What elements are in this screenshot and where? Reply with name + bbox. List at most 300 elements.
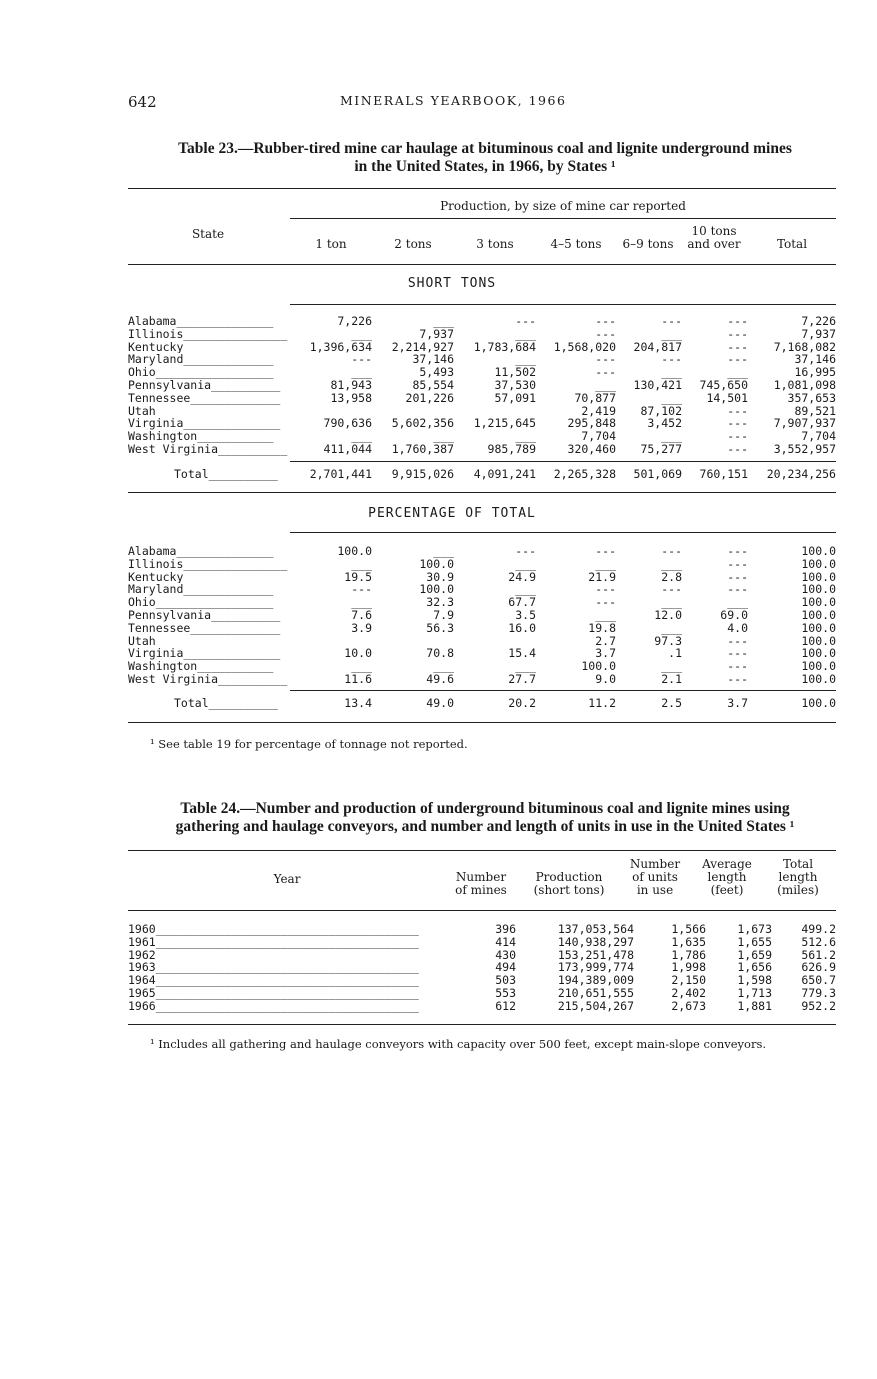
state-row	[128, 596, 836, 609]
table-cell: 985,789	[487, 442, 536, 456]
table-cell: ---	[727, 327, 748, 341]
row-label: 1961______________________________________	[128, 935, 419, 949]
table-cell: ___	[727, 366, 748, 379]
table-cell: 16.0	[508, 621, 536, 635]
col-header-2-tons: 2 tons	[394, 237, 432, 251]
percent-subtotal-rule	[290, 690, 836, 691]
row-label: Illinois_______________	[128, 327, 288, 341]
state-row	[128, 443, 836, 456]
state-row	[128, 583, 836, 596]
table-cell: ---	[727, 647, 748, 661]
table-cell: 295,848	[567, 417, 616, 431]
total-label: Total__________	[174, 697, 278, 710]
table-cell: 3.9	[351, 621, 372, 635]
table-cell: ---	[661, 583, 682, 597]
table-cell: 87,102	[640, 404, 682, 418]
row-label: Illinois_______________	[128, 557, 288, 571]
table-cell: ---	[515, 315, 536, 328]
table-cell: ___	[351, 634, 372, 648]
row-label: Maryland_____________	[128, 583, 274, 597]
year-row	[128, 961, 836, 974]
state-row	[128, 379, 836, 392]
table-cell: 100.0	[801, 660, 836, 673]
table-cell: 411,044	[323, 442, 372, 456]
state-row	[128, 545, 836, 558]
table-cell: 89,521	[794, 404, 836, 418]
table-cell: 21.9	[588, 570, 616, 584]
table-cell: ___	[661, 660, 682, 673]
table-cell: 70,877	[574, 391, 616, 405]
state-row	[128, 430, 836, 443]
table-cell: ---	[727, 442, 748, 456]
table-cell: 1,215,645	[473, 417, 536, 431]
table-23-title-line-1: Table 23.—Rubber-tired mine car haulage at bituminous coal and lignite underground mines	[178, 140, 792, 157]
table-cell: ---	[595, 583, 616, 597]
table-cell: 561.2	[801, 948, 836, 962]
conveyor-col-header-line: Production	[535, 870, 603, 884]
table-cell: 1,881	[737, 999, 772, 1013]
row-label: Utah_________________	[128, 634, 274, 648]
row-label: Tennessee_____________	[128, 621, 281, 635]
state-row	[128, 366, 836, 379]
table-cell: 3.5	[515, 608, 536, 622]
table-cell: ___	[661, 621, 682, 635]
table-cell: ---	[727, 404, 748, 418]
short-tons-bottom-rule	[128, 492, 836, 493]
total-cell: 2,701,441	[309, 468, 372, 481]
percent-body	[128, 545, 836, 686]
table-cell: 14,501	[706, 391, 748, 405]
table-cell: 430	[495, 948, 516, 962]
row-label: West Virginia__________	[128, 672, 288, 686]
table-cell: ---	[595, 366, 616, 379]
total-cell: 2,265,328	[553, 468, 616, 481]
conveyor-col-header	[694, 858, 760, 897]
table-cell: 1,659	[737, 948, 772, 962]
total-cell: 2.5	[661, 697, 682, 710]
table-cell: ___	[661, 327, 682, 341]
total-cell: 20,234,256	[766, 468, 836, 481]
table-cell: 650.7	[801, 974, 836, 987]
table-cell: 5,602,356	[391, 417, 454, 431]
table-24-bottom-rule	[128, 1024, 836, 1025]
table-cell: 320,460	[567, 442, 616, 456]
table-cell: 512.6	[801, 935, 836, 949]
running-head: MINERALS YEARBOOK, 1966	[340, 93, 567, 108]
conveyor-col-header-line: length	[778, 870, 818, 884]
short-tons-body	[128, 315, 836, 456]
table-cell: 2,402	[671, 986, 706, 1000]
table-cell: 100.0	[801, 608, 836, 622]
table-cell: 81,943	[330, 378, 372, 392]
table-cell: 745,650	[699, 378, 748, 392]
conveyor-col-header-line: Average	[702, 857, 752, 871]
table-cell: 100.0	[801, 634, 836, 648]
row-label: Ohio_________________	[128, 366, 274, 379]
table-cell: 7.9	[433, 608, 454, 622]
table-cell: ___	[351, 557, 372, 571]
table-cell: ---	[727, 660, 748, 673]
table-cell: ___	[515, 404, 536, 418]
table-cell: ---	[727, 545, 748, 558]
table-cell: 11,502	[494, 366, 536, 379]
table-cell: 100.0	[801, 647, 836, 661]
table-cell: ---	[727, 430, 748, 443]
col-header-total: Total	[776, 237, 808, 251]
table-cell: 97.3	[654, 634, 682, 648]
table-cell: 2.1	[661, 672, 682, 686]
conveyor-col-header	[760, 858, 836, 897]
table-cell: 12.0	[654, 608, 682, 622]
year-row	[128, 1000, 836, 1013]
conveyor-col-header-line: (short tons)	[533, 883, 605, 897]
table-cell: 1,713	[737, 986, 772, 1000]
total-cell: 49.0	[426, 697, 454, 710]
table-cell: ___	[433, 545, 454, 558]
state-row	[128, 622, 836, 635]
percent-section-rule	[290, 532, 836, 533]
table-cell: ___	[515, 353, 536, 367]
table-cell: 7,168,082	[773, 340, 836, 354]
table-23-state-header: State	[191, 227, 225, 241]
table-cell: ___	[515, 583, 536, 597]
state-row	[128, 635, 836, 648]
table-cell: 7,907,937	[773, 417, 836, 431]
table-cell: 11.6	[344, 672, 372, 686]
table-cell: 30.9	[426, 570, 454, 584]
state-row	[128, 571, 836, 584]
table-23-title	[125, 140, 845, 176]
table-cell: ---	[595, 327, 616, 341]
table-cell: 100.0	[801, 621, 836, 635]
table-cell: 779.3	[801, 986, 836, 1000]
table-cell: 790,636	[323, 417, 372, 431]
short-tons-table	[128, 315, 836, 456]
table-cell: 396	[495, 923, 516, 936]
table-cell: 69.0	[720, 608, 748, 622]
state-row	[128, 392, 836, 405]
table-23-footnote: ¹ See table 19 for percentage of tonnage not reported.	[150, 737, 468, 751]
table-cell: 201,226	[405, 391, 454, 405]
table-cell: ___	[595, 557, 616, 571]
table-cell: ---	[727, 583, 748, 597]
table-23-title-line-2: in the United States, in 1966, by States ¹	[354, 158, 616, 175]
total-cell: 13.4	[344, 697, 372, 710]
short-tons-section-rule	[290, 304, 836, 305]
table-cell: 37,146	[794, 353, 836, 367]
table-23-header-rule	[128, 264, 836, 265]
table-cell: 7,226	[801, 315, 836, 328]
table-cell: ---	[351, 583, 372, 597]
short-tons-subtotal-rule	[290, 461, 836, 462]
table-24-footnote: ¹ Includes all gathering and haulage conveyors with capacity over 500 feet, except main-slope conveyors.	[150, 1037, 767, 1051]
state-row	[128, 558, 836, 571]
table-cell: ---	[515, 545, 536, 558]
row-label: Utah_________________	[128, 404, 274, 418]
year-row	[128, 987, 836, 1000]
page-number: 642	[128, 93, 157, 111]
table-cell: ___	[595, 378, 616, 392]
table-cell: 553	[495, 986, 516, 1000]
state-row	[128, 417, 836, 430]
row-label: Pennsylvania__________	[128, 608, 281, 622]
table-cell: 19.8	[588, 621, 616, 635]
table-cell: ---	[727, 570, 748, 584]
table-cell: 1,998	[671, 961, 706, 975]
table-cell: ___	[433, 315, 454, 328]
table-cell: ___	[351, 596, 372, 609]
table-cell: 1,655	[737, 935, 772, 949]
conveyor-col-header-line: Total	[782, 857, 814, 871]
table-cell: 1,786	[671, 948, 706, 962]
state-row	[128, 609, 836, 622]
table-cell: ___	[351, 327, 372, 341]
table-cell: 85,554	[412, 378, 454, 392]
table-cell: 75,277	[640, 442, 682, 456]
table-cell: 1,566	[671, 923, 706, 936]
year-row	[128, 949, 836, 962]
table-cell: ___	[661, 430, 682, 443]
table-cell: 2.7	[595, 634, 616, 648]
table-cell: .1	[668, 647, 682, 661]
col-header-10-tons	[680, 225, 748, 251]
row-label: Pennsylvania__________	[128, 378, 281, 392]
table-cell: ---	[727, 557, 748, 571]
table-cell: ___	[661, 596, 682, 609]
state-row	[128, 673, 836, 686]
table-cell: 357,653	[787, 391, 836, 405]
row-label: Alabama______________	[128, 545, 274, 558]
table-cell: 3,452	[647, 417, 682, 431]
table-cell: 3,552,957	[773, 442, 836, 456]
conveyor-col-header	[516, 858, 622, 897]
table-cell: 67.7	[508, 596, 536, 609]
row-label: 1966______________________________________	[128, 999, 419, 1013]
table-cell: ---	[595, 315, 616, 328]
table-cell: ___	[661, 557, 682, 571]
table-cell: 100.0	[581, 660, 616, 673]
table-cell: 16,995	[794, 366, 836, 379]
table-cell: ___	[515, 430, 536, 443]
table-cell: 612	[495, 999, 516, 1013]
table-cell: 70.8	[426, 647, 454, 661]
table-cell: 194,389,009	[557, 974, 634, 987]
state-row	[128, 341, 836, 354]
table-cell: 49.6	[426, 672, 454, 686]
col-header-10-tons-line-2: and over	[687, 237, 741, 251]
table-cell: 1,783,684	[473, 340, 536, 354]
year-row	[128, 974, 836, 987]
table-cell: 100.0	[801, 557, 836, 571]
total-cell: 9,915,026	[391, 468, 454, 481]
table-cell: ---	[727, 340, 748, 354]
total-cell: 501,069	[633, 468, 682, 481]
table-cell: 7,704	[801, 430, 836, 443]
table-cell: 100.0	[337, 545, 372, 558]
table-cell: 37,146	[412, 353, 454, 367]
table-cell: 1,673	[737, 923, 772, 936]
table-cell: 153,251,478	[557, 948, 634, 962]
conveyor-col-header-line: (feet)	[710, 883, 744, 897]
table-cell: ___	[351, 430, 372, 443]
total-label: Total__________	[174, 468, 278, 481]
table-cell: 7,704	[581, 430, 616, 443]
table-cell: 1,635	[671, 935, 706, 949]
table-cell: 1,396,634	[309, 340, 372, 354]
row-label: Washington___________	[128, 660, 274, 673]
total-cell: 4,091,241	[473, 468, 536, 481]
percent-section-label: PERCENTAGE OF TOTAL	[368, 506, 536, 521]
short-tons-section-label: SHORT TONS	[407, 276, 497, 291]
table-cell: 100.0	[801, 570, 836, 584]
table-cell: 37,530	[494, 378, 536, 392]
table-cell: ---	[595, 353, 616, 367]
table-cell: 10.0	[344, 647, 372, 661]
table-cell: ___	[351, 404, 372, 418]
col-header-4-5-tons: 4–5 tons	[550, 237, 602, 251]
table-24-title	[125, 800, 845, 836]
table-cell: ___	[515, 660, 536, 673]
state-row	[128, 660, 836, 673]
table-cell: 414	[495, 935, 516, 949]
table-cell: 204,817	[633, 340, 682, 354]
table-cell: ---	[727, 634, 748, 648]
table-cell: 626.9	[801, 961, 836, 975]
conveyor-body	[128, 923, 836, 1013]
table-cell: ---	[595, 545, 616, 558]
table-cell: ___	[433, 430, 454, 443]
table-cell: 100.0	[801, 583, 836, 597]
table-23-top-rule	[128, 188, 836, 189]
table-cell: 100.0	[801, 672, 836, 686]
col-header-10-tons-line-1: 10 tons	[691, 224, 737, 238]
row-label: 1963______________________________________	[128, 961, 419, 975]
state-row	[128, 405, 836, 418]
conveyor-col-header-line: length	[707, 870, 747, 884]
row-label: Washington___________	[128, 430, 274, 443]
table-24-title-line-1: Table 24.—Number and production of underground bituminous coal and lignite mines using	[180, 800, 790, 817]
table-cell: 9.0	[595, 672, 616, 686]
table-cell: 494	[495, 961, 516, 975]
table-cell: 4.0	[727, 621, 748, 635]
table-cell: 2,673	[671, 999, 706, 1013]
table-cell: 130,421	[633, 378, 682, 392]
table-cell: ___	[595, 608, 616, 622]
state-row	[128, 328, 836, 341]
short-tons-total-table	[128, 468, 836, 481]
conveyor-col-header-line: (miles)	[777, 883, 819, 897]
table-cell: ---	[661, 315, 682, 328]
table-cell: ---	[727, 315, 748, 328]
total-row	[128, 468, 836, 481]
total-cell: 11.2	[588, 697, 616, 710]
state-row	[128, 315, 836, 328]
conveyor-col-header-line: Number	[629, 857, 681, 871]
table-cell: 140,938,297	[557, 935, 634, 949]
state-row	[128, 647, 836, 660]
table-cell: ---	[727, 417, 748, 431]
row-label: 1960______________________________________	[128, 923, 419, 936]
table-23-group-rule	[290, 218, 836, 219]
table-cell: 19.5	[344, 570, 372, 584]
table-cell: 1,598	[737, 974, 772, 987]
table-cell: 32.3	[426, 596, 454, 609]
year-row	[128, 936, 836, 949]
table-24-header-rule	[128, 910, 836, 911]
table-cell: 100.0	[419, 557, 454, 571]
percent-total-table	[128, 697, 836, 710]
table-cell: ___	[661, 366, 682, 379]
conveyor-table	[128, 923, 836, 1013]
percent-table	[128, 545, 836, 686]
table-cell: 56.3	[426, 621, 454, 635]
row-label: Tennessee_____________	[128, 391, 281, 405]
total-cell: 100.0	[801, 697, 836, 710]
table-cell: ---	[351, 353, 372, 367]
table-cell: ___	[433, 404, 454, 418]
table-cell: ---	[661, 545, 682, 558]
row-label: Alabama______________	[128, 315, 274, 328]
table-23-bottom-rule	[128, 722, 836, 723]
table-cell: ___	[515, 327, 536, 341]
table-cell: 5,493	[419, 366, 454, 379]
table-cell: 1,568,020	[553, 340, 616, 354]
table-cell: ___	[661, 391, 682, 405]
table-cell: ___	[515, 634, 536, 648]
table-cell: 100.0	[419, 583, 454, 597]
total-cell: 760,151	[699, 468, 748, 481]
col-header-3-tons: 3 tons	[476, 237, 514, 251]
table-cell: 27.7	[508, 672, 536, 686]
year-row	[128, 923, 836, 936]
conveyor-col-header-line: of units	[632, 870, 678, 884]
col-header-6-9-tons: 6–9 tons	[622, 237, 674, 251]
short-tons-total-body	[128, 468, 836, 481]
conveyor-col-header	[446, 858, 516, 897]
table-cell: 100.0	[801, 596, 836, 609]
table-cell: 137,053,564	[557, 923, 634, 936]
conveyor-col-header-line: of mines	[455, 883, 507, 897]
table-24-top-rule	[128, 850, 836, 851]
table-cell: 100.0	[801, 545, 836, 558]
table-cell: 7,937	[801, 327, 836, 341]
table-cell: ___	[433, 660, 454, 673]
row-label: 1962______________________________________	[128, 948, 419, 962]
row-label: 1964______________________________________	[128, 974, 419, 987]
table-23-group-header: Production, by size of mine car reported	[440, 199, 686, 213]
table-cell: ---	[595, 596, 616, 609]
table-cell: 13,958	[330, 391, 372, 405]
table-cell: 173,999,774	[557, 961, 634, 975]
table-cell: 15.4	[508, 647, 536, 661]
table-cell: ___	[351, 366, 372, 379]
table-cell: 503	[495, 974, 516, 987]
table-cell: 24.9	[508, 570, 536, 584]
state-row	[128, 353, 836, 366]
row-label: Virginia______________	[128, 647, 281, 661]
total-cell: 3.7	[727, 697, 748, 710]
table-cell: ___	[433, 634, 454, 648]
table-cell: 7,937	[419, 327, 454, 341]
row-label: 1965______________________________________	[128, 986, 419, 1000]
row-label: Kentucky_____________	[128, 570, 274, 584]
total-row	[128, 697, 836, 710]
percent-total-body	[128, 697, 836, 710]
conveyor-col-header-line: in use	[636, 883, 674, 897]
table-cell: 499.2	[801, 923, 836, 936]
row-label: Ohio_________________	[128, 596, 274, 609]
table-cell: 952.2	[801, 999, 836, 1013]
